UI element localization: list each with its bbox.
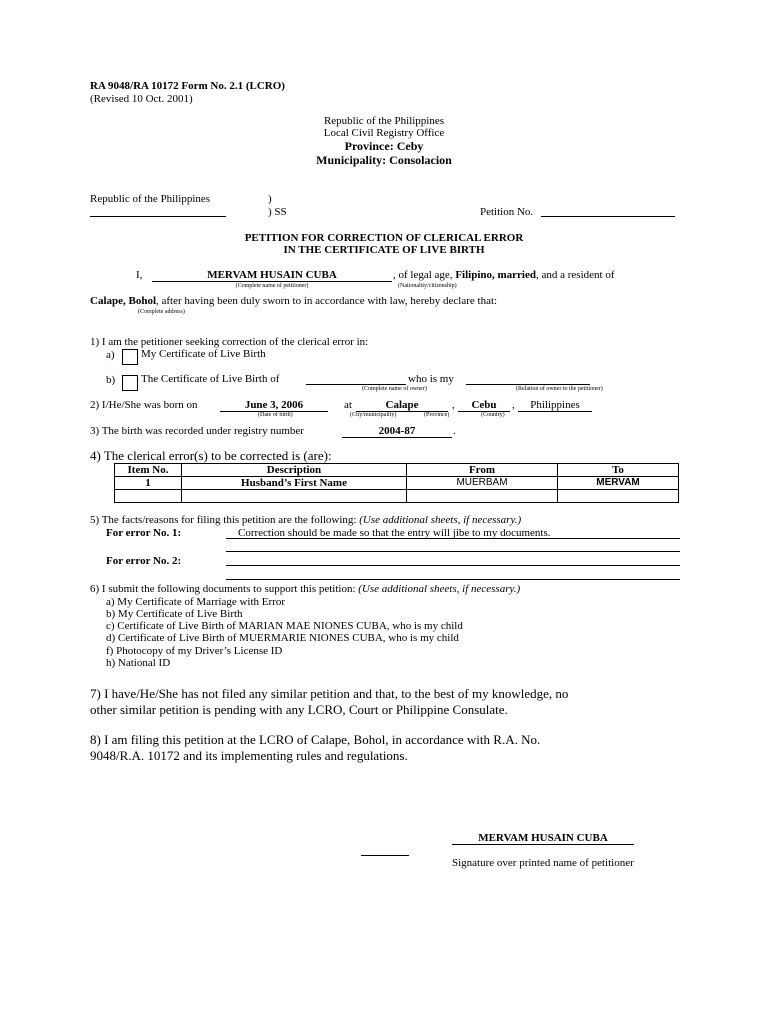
title-line2: IN THE CERTIFICATE OF LIVE BIRTH (283, 244, 485, 256)
table-row (115, 477, 679, 490)
document-item: d) Certificate of Live Birth of MUERMARIE NIONES CUBA, who is my child (106, 632, 459, 644)
form-number: RA 9048/RA 10172 Form No. 2.1 (LCRO) (90, 80, 285, 92)
revised-date: (Revised 10 Oct. 2001) (90, 93, 193, 105)
cell-from[interactable]: MUERBAM (407, 477, 558, 490)
relation-caption: (Relation of owner to the petitioner) (516, 386, 603, 392)
intro-resident: , and a resident of (535, 269, 615, 281)
petition-no-label: Petition No. (480, 206, 534, 218)
venue-paren: ) (268, 193, 272, 205)
cell-description[interactable]: Husband’s First Name (182, 477, 407, 490)
column-from: From (407, 464, 558, 477)
province-caption: (Province) (424, 412, 450, 418)
document-item: f) Photocopy of my Driver’s License ID (106, 645, 283, 657)
nationality-caption: (Nationality/citizenship) (398, 283, 457, 289)
owner-caption: (Complete name of owner) (362, 386, 427, 392)
item7-line1: 7) I have/He/She has not filed any similar petition and that, to the best of my knowledge, no (90, 686, 569, 701)
column-description: Description (182, 464, 407, 477)
cell-from[interactable] (407, 490, 558, 503)
owner-name-line[interactable] (306, 384, 406, 385)
error1-label: For error No. 1: (106, 527, 182, 539)
petitioner-signature-name[interactable]: MERVAM HUSAIN CUBA (452, 832, 634, 845)
header-office: Local Civil Registry Office (323, 127, 445, 139)
venue-ss: ) SS (268, 206, 287, 218)
error2-label: For error No. 2: (106, 555, 182, 567)
date-signed-line[interactable] (361, 855, 409, 856)
table-header-row (115, 464, 679, 477)
title-line1: PETITION FOR CORRECTION OF CLERICAL ERROR (244, 232, 524, 244)
venue-blank-line[interactable] (90, 216, 226, 217)
error1-text[interactable]: Correction should be made so that the entry will jibe to my documents. (238, 527, 551, 539)
error2-line[interactable] (226, 565, 680, 566)
column-item-no: Item No. (115, 464, 182, 477)
item5-text: 5) The facts/reasons for filing this petition are the following: (90, 514, 357, 526)
city-caption: (City/municipality) (350, 412, 397, 418)
registry-number-field[interactable]: 2004-87 (342, 425, 452, 438)
item1-who-is-my: who is my (408, 373, 454, 385)
birth-province-field[interactable]: Cebu (458, 399, 510, 412)
table-row (115, 490, 679, 503)
column-to: To (558, 464, 679, 477)
intro-legal-age: , of legal age, (393, 269, 453, 281)
document-item: a) My Certificate of Marriage with Error (106, 596, 285, 608)
cell-item-no[interactable]: 1 (115, 477, 182, 490)
header-province: Province: Ceby (344, 139, 424, 153)
error1-line-2[interactable] (226, 551, 680, 552)
birth-date-field[interactable]: June 3, 2006 (220, 399, 328, 412)
birth-country-field[interactable]: Philippines (518, 399, 592, 412)
item2-text: 2) I/He/She was born on (90, 399, 198, 411)
document-item: b) My Certificate of Live Birth (106, 608, 243, 620)
error1-line (226, 538, 680, 539)
certificate-other-checkbox[interactable] (122, 375, 138, 391)
item1-a-text: My Certificate of Live Birth (141, 348, 266, 360)
error2-line-2[interactable] (226, 579, 680, 580)
item8-line2: 9048/R.A. 10172 and its implementing rules and regulations. (90, 748, 408, 763)
address-caption: (Complete address) (138, 309, 185, 315)
clerical-error-table (114, 463, 679, 503)
certificate-own-checkbox[interactable] (122, 349, 138, 365)
date-caption: (Date of birth) (258, 412, 293, 418)
item1-b-text: The Certificate of Live Birth of (141, 373, 280, 385)
document-item: c) Certificate of Live Birth of MARIAN MAE NIONES CUBA, who is my child (106, 620, 463, 632)
cell-to[interactable]: MERVAM (558, 477, 679, 490)
item1-text: 1) I am the petitioner seeking correction of the clerical error in: (90, 336, 369, 348)
item5-note: (Use additional sheets, if necessary.) (359, 514, 522, 526)
intro-sworn: , after having been duly sworn to in accordance with law, hereby declare that: (156, 295, 498, 307)
item1-a-label: a) (106, 349, 115, 361)
cell-description[interactable] (182, 490, 407, 503)
item7-line2: other similar petition is pending with any LCRO, Court or Philippine Consulate. (90, 702, 508, 717)
relation-line[interactable] (466, 384, 590, 385)
document-item: h) National ID (106, 657, 171, 669)
item6-note: (Use additional sheets, if necessary.) (358, 583, 521, 595)
birth-city-field[interactable]: Calape (356, 399, 448, 412)
intro-i: I, (136, 269, 143, 281)
item6-text: 6) I submit the following documents to support this petition: (90, 583, 356, 595)
item2-at: at (344, 399, 352, 411)
header-municipality: Municipality: Consolacion (316, 153, 452, 167)
cell-to[interactable] (558, 490, 679, 503)
venue-republic: Republic of the Philippines (90, 193, 211, 205)
item4-text: 4) The clerical error(s) to be corrected is (are): (90, 448, 332, 463)
signature-caption: Signature over printed name of petitioner (452, 857, 634, 869)
item1-b-label: b) (106, 374, 116, 386)
country-caption: (Country) (481, 412, 505, 418)
name-caption: (Complete name of petitioner) (235, 283, 309, 289)
petitioner-name-field[interactable]: MERVAM HUSAIN CUBA (152, 269, 392, 282)
address-field[interactable]: Calape, Bohol (90, 295, 157, 307)
nationality-field[interactable]: Filipino, married (455, 269, 536, 281)
header-republic: Republic of the Philippines (323, 115, 445, 127)
petition-no-line[interactable] (541, 216, 675, 217)
item8-line1: 8) I am filing this petition at the LCRO of Calape, Bohol, in accordance with R.A. No. (90, 732, 541, 747)
cell-item-no[interactable] (115, 490, 182, 503)
item3-text: 3) The birth was recorded under registry number (90, 425, 304, 437)
